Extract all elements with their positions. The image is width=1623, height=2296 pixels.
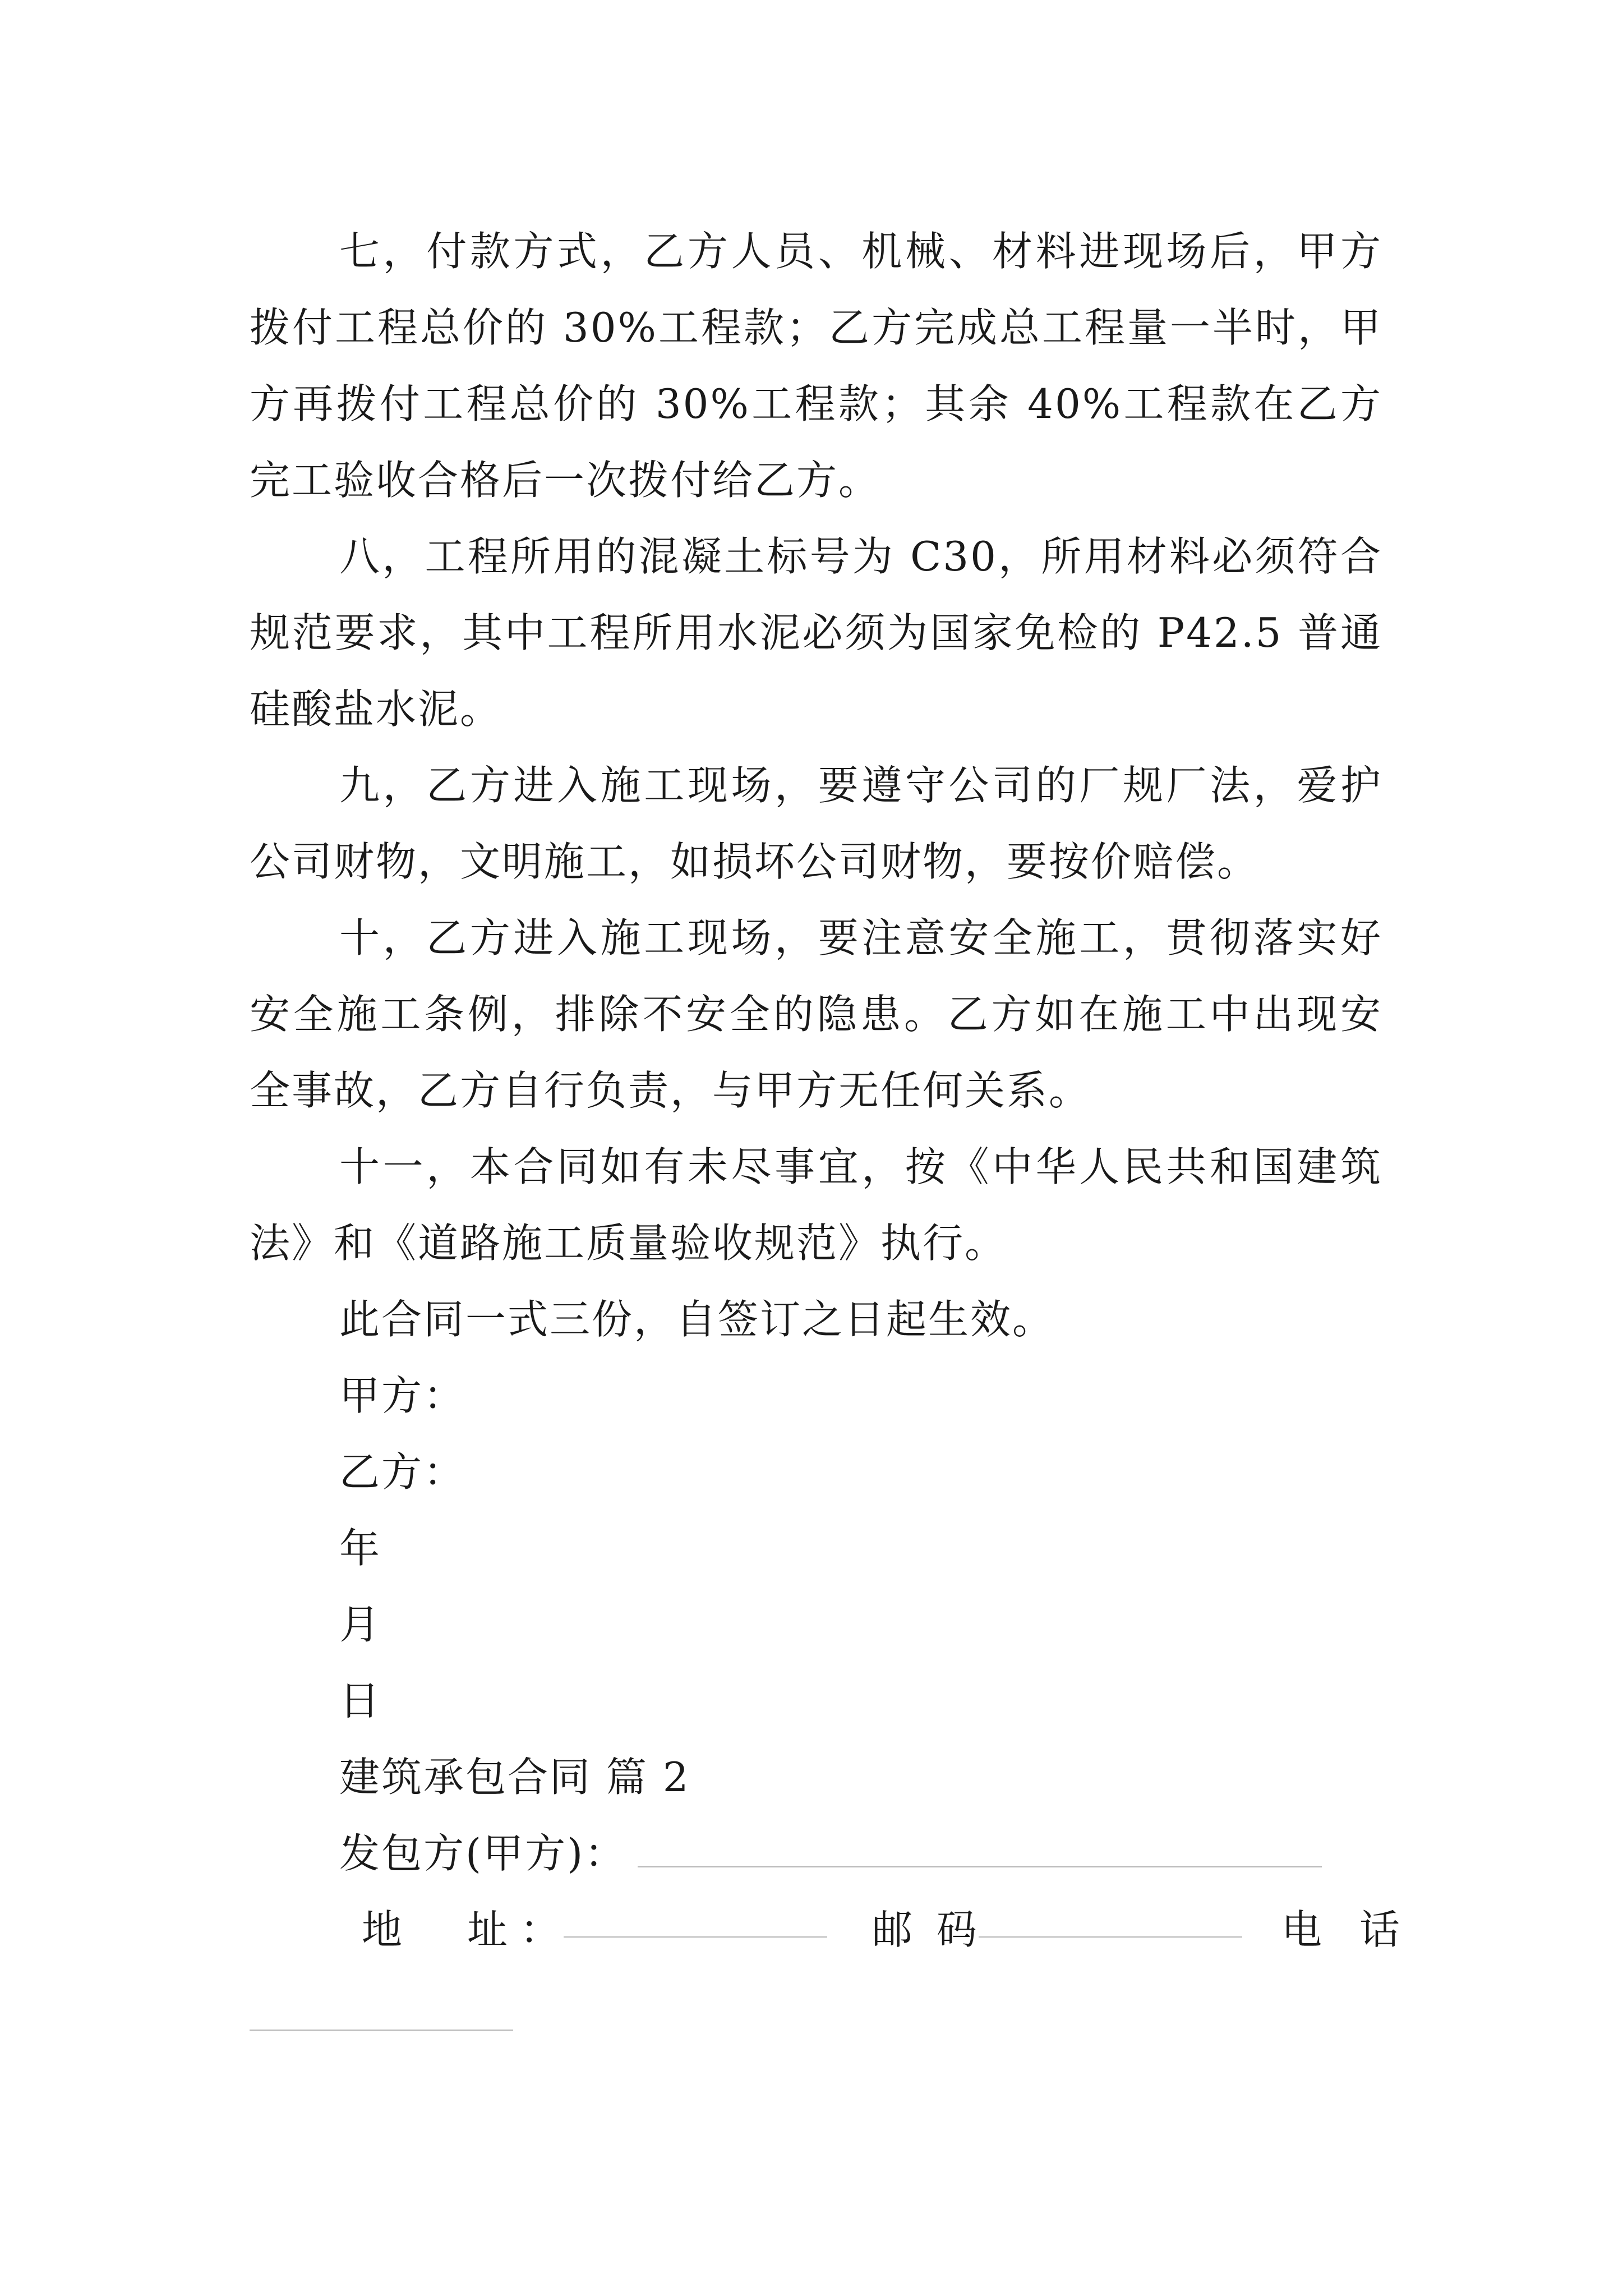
date-year: 年 bbox=[339, 1525, 382, 1572]
contractor-row bbox=[250, 1815, 1382, 1892]
contractor-label: 发包方(甲方)： bbox=[339, 1830, 627, 1877]
clause-8-materials: 八，工程所用的混凝土标号为 C30，所用材料必须符合规范要求，其中工程所用水泥必须为国家免检的 P42.5 普通硅酸盐水泥。 bbox=[250, 533, 1382, 733]
contract-body bbox=[250, 213, 1412, 1968]
date-day: 日 bbox=[339, 1677, 382, 1724]
section-title: 建筑承包合同 篇 2 bbox=[339, 1754, 690, 1801]
clause-10-safety: 十，乙方进入施工现场，要注意安全施工，贯彻落实好安全施工条例，排除不安全的隐患。乙方如在施工中出现安全事故，乙方自行负责，与甲方无任何关系。 bbox=[250, 914, 1382, 1114]
contractor-fill-line bbox=[638, 1861, 1322, 1867]
phone-fill-line bbox=[250, 2030, 513, 2031]
clause-9-site-rules: 九，乙方进入施工现场，要遵守公司的厂规厂法，爱护公司财物，文明施工，如损坏公司财物，要按价赔偿。 bbox=[250, 762, 1382, 885]
party-b-signature: 乙方： bbox=[339, 1448, 466, 1496]
effective-statement: 此合同一式三份，自签订之日起生效。 bbox=[339, 1296, 1055, 1343]
phone-label: 电 话 bbox=[1281, 1906, 1412, 1953]
clause-11-supplementary: 十一，本合同如有未尽事宜，按《中华人民共和国建筑法》和《道路施工质量验收规范》执行。 bbox=[250, 1143, 1382, 1267]
postcode-label: 邮 码 bbox=[872, 1906, 983, 1953]
postcode-fill-line bbox=[979, 1931, 1242, 1938]
date-month: 月 bbox=[339, 1601, 382, 1648]
clause-7-payment: 七，付款方式，乙方人员、机械、材料进现场后，甲方拨付工程总价的 30%工程款；乙方完成总工程量一半时，甲方再拨付工程总价的 30%工程款；其余 40%工程款在乙方完工验收合格后一次拨付给乙方。 bbox=[250, 228, 1382, 504]
address-row bbox=[250, 1892, 1412, 1968]
address-fill-line bbox=[564, 1931, 827, 1938]
address-label: 地 址： bbox=[362, 1906, 573, 1953]
party-a-signature: 甲方： bbox=[339, 1372, 466, 1419]
